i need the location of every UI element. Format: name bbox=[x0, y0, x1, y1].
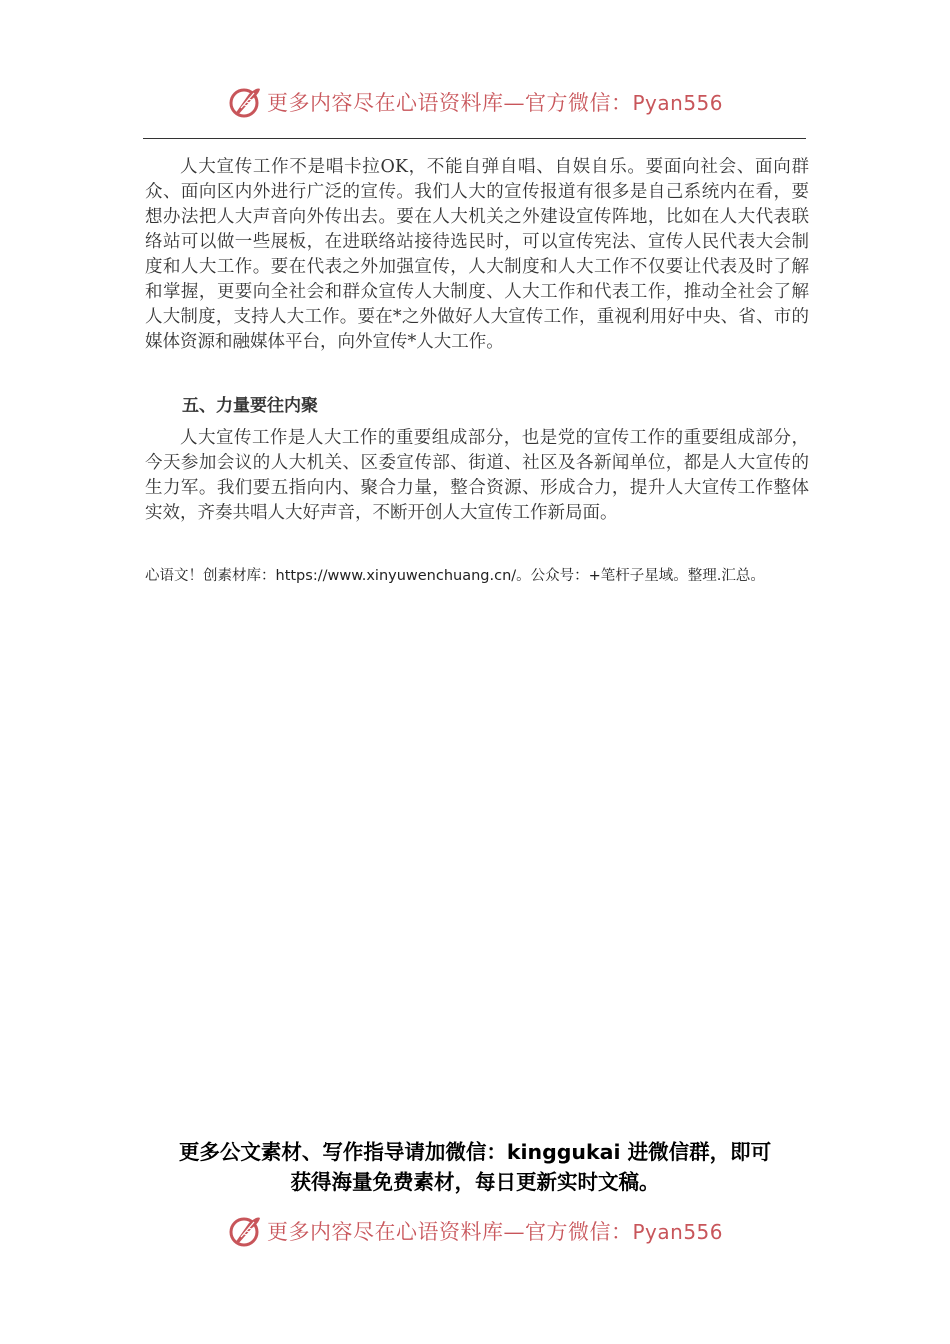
paragraph-1-block bbox=[145, 155, 809, 355]
paragraph-2: 人大宣传工作是人大工作的重要组成部分，也是党的宣传工作的重要组成部分，今天参加会议的人大机关、区委宣传部、街道、社区及各新闻单位，都是人大宣传的生力军。我们要五指向内、聚合力量，整合资源、形成合力，提升人大宣传工作整体实效，齐奏共唱人大好声音，不断开创人大宣传工作新局面。 bbox=[145, 428, 809, 523]
source-line: 心语文！创素材库：https://www.xinyuwenchuang.cn/。公众号：+笔杆子星域。整理.汇总。 bbox=[145, 568, 765, 584]
footer-promo-line-1: 更多公文素材、写作指导请加微信：kinggukai 进微信群，即可 bbox=[178, 1140, 772, 1164]
feather-pen-logo-icon bbox=[227, 1213, 263, 1249]
footer-banner-text: 更多内容尽在心语资料库—官方微信： bbox=[266, 1220, 633, 1244]
header-banner bbox=[0, 80, 950, 124]
header-divider bbox=[143, 138, 806, 139]
footer-promo-line-2: 获得海量免费素材，每日更新实时文稿。 bbox=[290, 1170, 660, 1194]
header-banner-text: 更多内容尽在心语资料库—官方微信： bbox=[266, 91, 633, 115]
header-banner-wechat: Pyan556 bbox=[632, 91, 723, 115]
feather-pen-logo-icon bbox=[227, 84, 263, 120]
paragraph-1: 人大宣传工作不是唱卡拉OK，不能自弹自唱、自娱自乐。要面向社会、面向群众、面向区内外进行广泛的宣传。我们人大的宣传报道有很多是自己系统内在看，要想办法把人大声音向外传出去。要在人大机关之外建设宣传阵地，比如在人大代表联络站可以做一些展板，在进联络站接待选民时，可以宣传宪法、宣传人民代表大会制度和人大工作。要在代表之外加强宣传，人大制度和人大工作不仅要让代表及时了解和掌握，更要向全社会和群众宣传人大制度、人大工作和代表工作，推动全社会了解人大制度，支持人大工作。要在*之外做好人大宣传工作，重视利用好中央、省、市的媒体资源和融媒体平台，向外宣传*人大工作。 bbox=[145, 157, 809, 352]
footer-banner-wechat: Pyan556 bbox=[632, 1220, 723, 1244]
section-heading-5: 五、力量要往内聚 bbox=[182, 396, 318, 416]
footer-promo bbox=[0, 1137, 950, 1197]
footer-banner bbox=[0, 1209, 950, 1253]
paragraph-2-block bbox=[145, 426, 809, 526]
